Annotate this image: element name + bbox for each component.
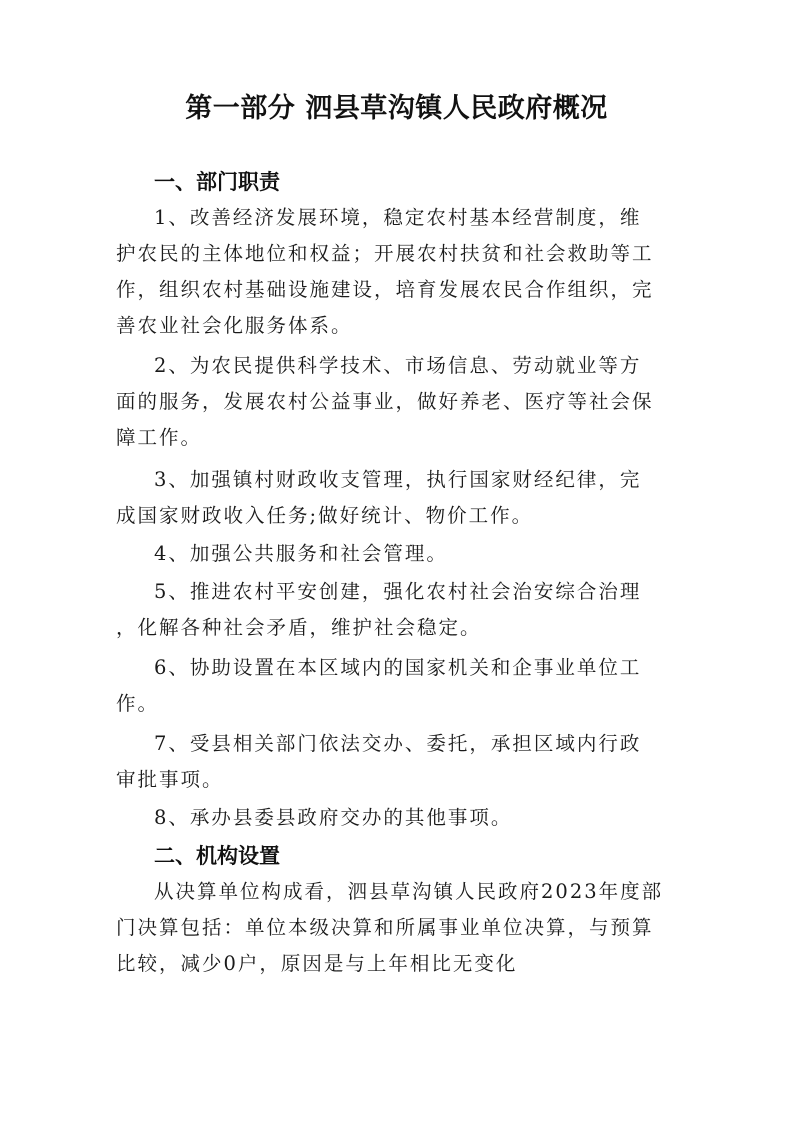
paragraph-line: 审批事项。 [116,768,224,791]
paragraph-line: 比较，减少0户，原因是与上年相比无变化 [116,952,518,975]
page-title: 第一部分 泗县草沟镇人民政府概况 [185,93,608,124]
paragraph-line: 3、加强镇村财政收支管理，执行国家财经纪律，完 [154,468,642,491]
paragraph-line: 从决算单位构成看，泗县草沟镇人民政府2023年度部 [154,880,664,903]
paragraph-line: 善农业社会化服务体系。 [116,314,353,337]
paragraph-line: 5、推进农村平安创建，强化农村社会治安综合治理 [154,580,642,603]
paragraph-line: 1、改善经济发展环境，稳定农村基本经营制度，维 [154,206,642,229]
paragraph-line: ，化解各种社会矛盾，维护社会稳定。 [116,616,482,639]
paragraph-line: 门决算包括：单位本级决算和所属事业单位决算，与预算 [116,916,654,939]
paragraph-line: 作，组织农村基础设施建设，培育发展农民合作组织，完 [116,278,654,301]
paragraph-line: 成国家财政收入任务;做好统计、物价工作。 [116,504,534,527]
paragraph-line: 8、承办县委县政府交办的其他事项。 [154,806,513,829]
section-heading-organization: 二、机构设置 [154,844,280,868]
paragraph-line: 障工作。 [116,426,203,449]
paragraph-line: 7、受县相关部门依法交办、委托，承担区域内行政 [154,732,642,755]
section-heading-duties: 一、部门职责 [154,170,280,194]
paragraph-line: 作。 [116,692,160,715]
paragraph-line: 面的服务，发展农村公益事业，做好养老、医疗等社会保 [116,390,654,413]
paragraph-line: 4、加强公共服务和社会管理。 [154,542,448,565]
paragraph-line: 2、为农民提供科学技术、市场信息、劳动就业等方 [154,354,642,377]
paragraph-line: 6、协助设置在本区域内的国家机关和企事业单位工 [154,656,642,679]
paragraph-line: 护农民的主体地位和权益；开展农村扶贫和社会救助等工 [116,242,654,265]
